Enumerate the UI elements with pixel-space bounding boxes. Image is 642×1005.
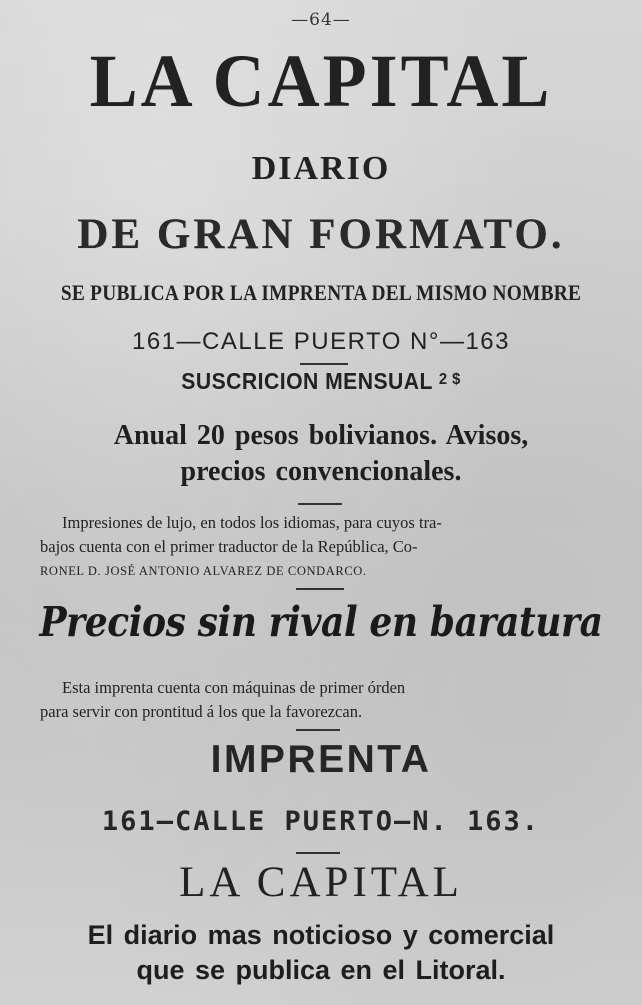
imprenta-address: 161—CALLE PUERTO—N. 163.	[101, 806, 541, 837]
masthead-subtitle: DIARIO	[251, 150, 391, 187]
divider-rule	[296, 588, 344, 590]
prices-text-line: para servir con prontitud á los que la favorezcan.	[40, 702, 363, 721]
subscription-label: SUSCRICION MENSUAL	[181, 368, 433, 394]
divider-rule	[296, 852, 340, 854]
ads-price-line: precios convencionales.	[180, 456, 462, 487]
divider-rule	[300, 363, 348, 365]
prices-text-line: Esta imprenta cuenta con máquinas de primer órden	[62, 678, 406, 697]
tagline-line: El diario mas noticioso y comercial	[87, 920, 555, 950]
divider-rule	[296, 729, 340, 731]
prices-headline: Precios sin rival en baratura	[39, 598, 603, 646]
published-by-line: SE PUBLICA POR LA IMPRENTA DEL MISMO NOMBRE	[60, 280, 582, 305]
printing-text-line: bajos cuenta con el primer traductor de la República, Co-	[40, 537, 418, 556]
printing-text-line: RONEL D. JOSÉ ANTONIO ALVAREZ DE CONDARCO.	[40, 564, 367, 578]
divider-rule	[298, 503, 342, 505]
printing-text-line: Impresiones de lujo, en todos los idiomas, para cuyos tra-	[62, 513, 442, 532]
tagline-line: que se publica en el Litoral.	[136, 955, 506, 985]
subscription-price: 2 $	[438, 371, 461, 388]
format-heading: DE GRAN FORMATO.	[77, 211, 565, 258]
footer-newspaper-name: LA CAPITAL	[179, 859, 463, 906]
masthead-title: LA CAPITAL	[89, 38, 553, 123]
annual-price-line: Anual 20 pesos bolivianos. Avisos,	[113, 420, 529, 451]
imprenta-heading: IMPRENTA	[210, 738, 432, 781]
subscription-line	[26, 368, 617, 395]
page-number: —64—	[291, 10, 351, 30]
publication-address: 161—CALLE PUERTO N°—163	[131, 328, 511, 355]
